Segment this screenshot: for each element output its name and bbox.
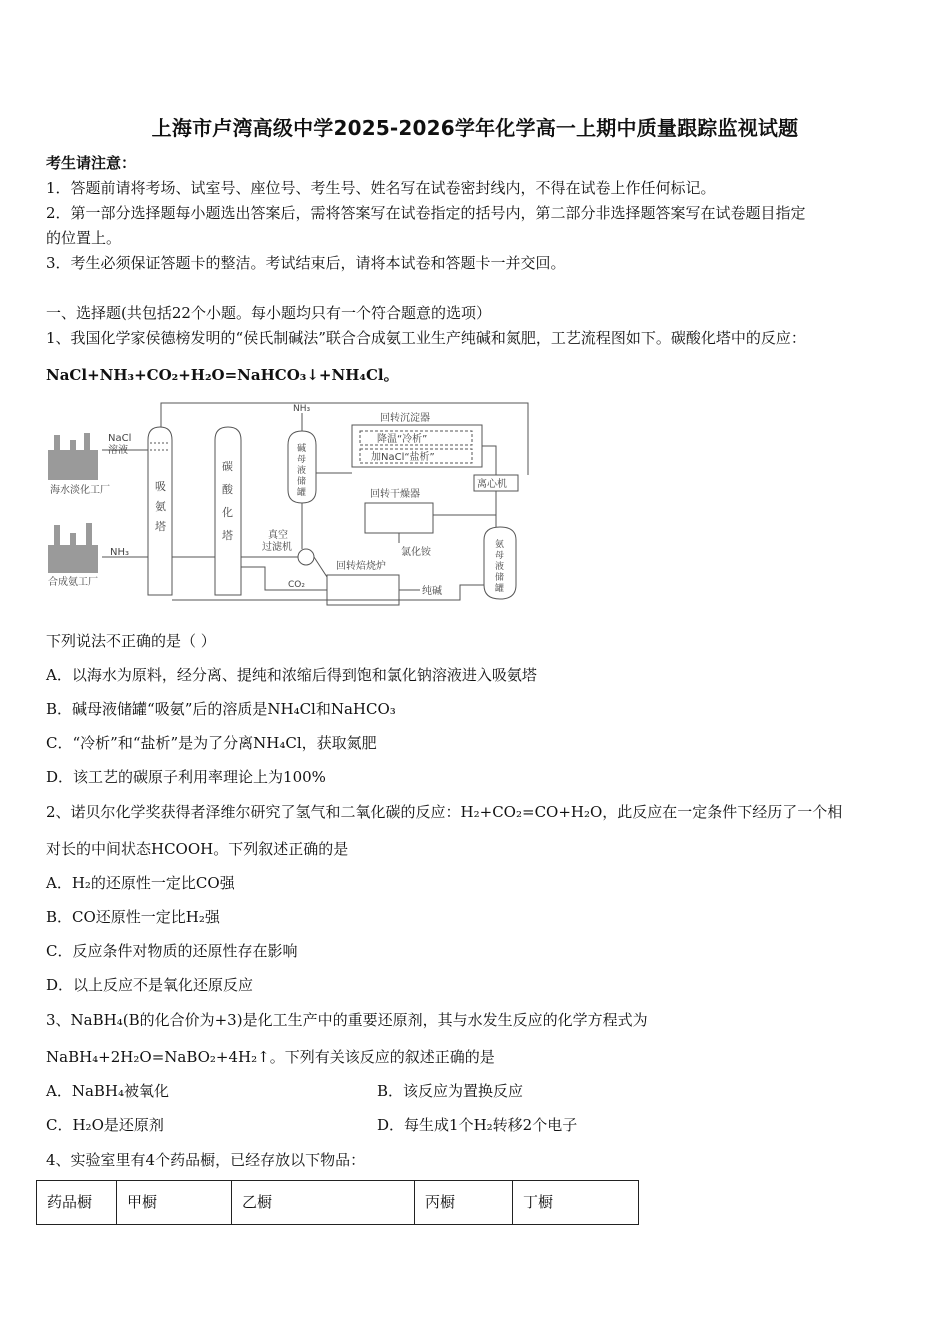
notice-item-2-line1: 2．第一部分选择题每小题选出答案后，需将答案写在试卷指定的括号内，第二部分非选择题答案写在试卷题目指定 [46,204,806,222]
table-row [37,1181,639,1225]
label-cooling: 降温“冷析” [377,434,428,445]
label-nh4cl: 氯化铵 [401,547,431,558]
label-salting: 加NaCl“盐析” [371,452,435,463]
label-nacl-1: NaCl [108,433,132,444]
header-cabinet: 药品橱 [37,1181,117,1225]
q1-option-b: B．碱母液储罐“吸氨”后的溶质是NH₄Cl和NaHCO₃ [46,700,396,718]
label-nh3-top: NH₃ [293,404,311,414]
q3-option-b: B．该反应为置换反应 [377,1082,524,1100]
label-soda: 纯碱 [422,586,442,597]
label-centrifuge: 离心机 [477,479,507,490]
carbon-char-2: 酸 [222,483,233,496]
absorb-char-3: 塔 [155,520,166,533]
q3-option-a: A．NaBH₄被氧化 [46,1082,170,1100]
q2-option-d: D．以上反应不是氧化还原反应 [46,976,254,994]
rotary-dryer [365,503,433,533]
q1-option-a: A．以海水为原料，经分离、提纯和浓缩后得到饱和氯化钠溶液进入吸氨塔 [46,666,537,684]
ammonia-plant-icon [48,523,98,573]
notice-heading: 考生请注意： [46,154,137,172]
q2-option-a: A．H₂的还原性一定比CO强 [46,874,235,892]
header-cabinet-c: 丙橱 [415,1181,513,1225]
q1-question: 下列说法不正确的是（ ） [46,632,216,650]
amm-tank-char-3: 液 [495,562,505,572]
header-cabinet-b: 乙橱 [232,1181,415,1225]
label-nh3-in: NH₃ [110,547,130,558]
tank-char-2: 母 [297,455,307,465]
process-flow-diagram [40,395,540,610]
vacuum-filter [298,549,314,565]
tank-char-1: 碱 [297,444,307,454]
label-vacuum-2: 过滤机 [262,542,292,553]
label-ammonia-plant: 合成氨工厂 [48,577,98,588]
q3-stem-line2: NaBH₄+2H₂O=NaBO₂+4H₂↑。下列有关该反应的叙述正确的是 [46,1048,495,1066]
header-cabinet-a: 甲橱 [117,1181,232,1225]
absorb-char-1: 吸 [155,480,166,493]
header-cabinet-d: 丁橱 [513,1181,639,1225]
notice-item-3: 3．考生必须保证答题卡的整洁。考试结束后，请将本试卷和答题卡一并交回。 [46,254,566,272]
label-vacuum-1: 真空 [268,530,288,541]
cabinet-table [36,1180,639,1225]
q2-stem-line1: 2、诺贝尔化学奖获得者泽维尔研究了氢气和二氧化碳的反应：H₂+CO₂=CO+H₂O，此反应在一定条件下经历了一个相 [46,803,843,821]
q3-stem-line1: 3、NaBH₄(B的化合价为+3)是化工生产中的重要还原剂，其与水发生反应的化学方程式为 [46,1011,648,1029]
label-nacl-2: 溶液 [108,445,128,456]
q2-option-b: B．CO还原性一定比H₂强 [46,908,220,926]
label-rotary-furnace: 回转焙烧炉 [336,561,386,572]
q4-stem: 4、实验室里有4个药品橱，已经存放以下物品： [46,1151,366,1169]
amm-tank-char-4: 储 [495,573,505,583]
label-rotary-settler: 回转沉淀器 [380,413,430,424]
carbon-char-4: 塔 [222,529,233,542]
tank-char-4: 储 [297,477,307,487]
exam-title: 上海市卢湾高级中学2025-2026学年化学高一上期中质量跟踪监视试题 [151,116,799,140]
notice-item-2-line2: 的位置上。 [46,229,122,247]
notice-item-1: 1．答题前请将考场、试室号、座位号、考生号、姓名写在试卷密封线内，不得在试卷上作任何标记。 [46,179,716,197]
q3-option-d: D．每生成1个H₂转移2个电子 [377,1116,578,1134]
label-seawater-plant: 海水淡化工厂 [50,485,110,496]
amm-tank-char-2: 母 [495,551,505,561]
seawater-plant-icon [48,433,98,480]
q1-option-c: C．“冷析”和“盐析”是为了分离NH₄Cl，获取氮肥 [46,734,377,752]
amm-tank-char-5: 罐 [495,584,505,594]
q2-option-c: C．反应条件对物质的还原性存在影响 [46,942,298,960]
q1-equation: NaCl+NH₃+CO₂+H₂O=NaHCO₃↓+NH₄Cl。 [46,366,399,384]
q3-option-c: C．H₂O是还原剂 [46,1116,164,1134]
q2-stem-line2: 对长的中间状态HCOOH。下列叙述正确的是 [46,840,349,858]
section-heading: 一、选择题(共包括22个小题。每小题均只有一个符合题意的选项） [46,304,491,322]
absorb-char-2: 氨 [155,500,166,513]
tank-char-3: 液 [297,466,307,476]
tank-char-5: 罐 [297,488,307,498]
carbon-char-1: 碳 [222,460,233,473]
carbon-char-3: 化 [222,506,233,519]
label-rotary-dryer: 回转干燥器 [370,489,420,500]
q1-option-d: D．该工艺的碳原子利用率理论上为100% [46,768,326,786]
label-co2: CO₂ [288,580,305,590]
amm-tank-char-1: 氨 [495,540,505,550]
q1-stem: 1、我国化学家侯德榜发明的“侯氏制碱法”联合合成氨工业生产纯碱和氮肥，工艺流程图如下。碳酸化塔中的反应： [46,329,806,347]
